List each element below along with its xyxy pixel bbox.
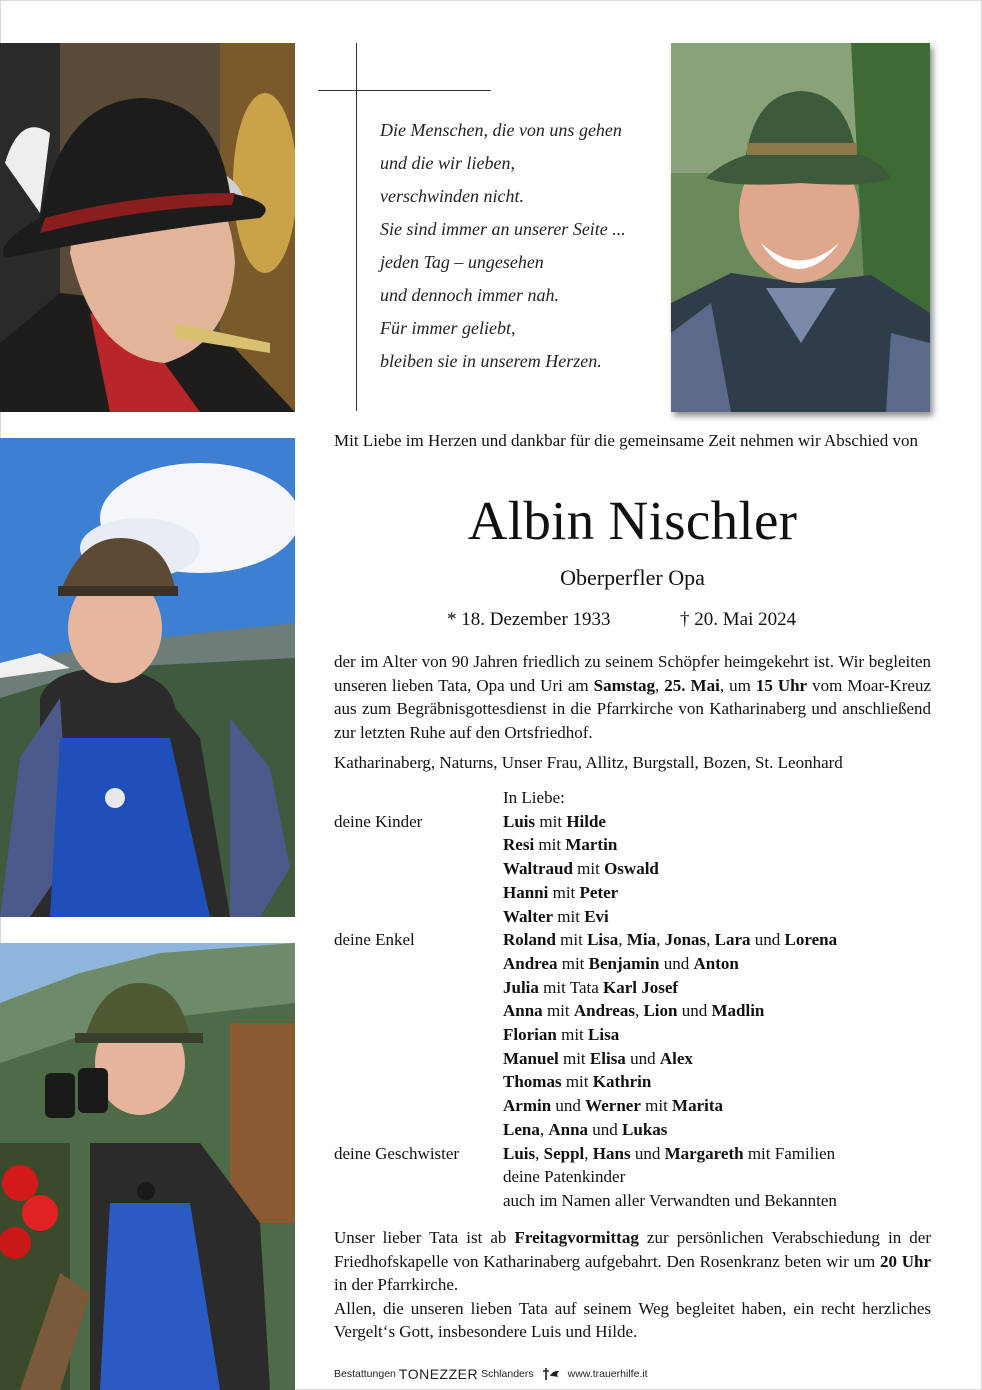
- text-run: mit: [572, 859, 605, 879]
- bold-text: Lion: [643, 1001, 678, 1021]
- cross-horizontal-bar: [318, 90, 491, 91]
- text-run: ,: [618, 930, 627, 950]
- family-members: [503, 1047, 931, 1071]
- text-run: Allen, die unseren lieben Tata auf seinem Weg begleitet haben, ein recht herzliches Vergelt‘s Gott, insbesondere Luis und Hilde.: [334, 1298, 931, 1342]
- deceased-name: Albin Nischler: [467, 490, 798, 551]
- text-run: mit: [548, 882, 580, 902]
- poem-line: Für immer geliebt,: [380, 318, 516, 338]
- bold-text: Roland: [503, 930, 556, 950]
- family-group-label: [334, 1118, 503, 1142]
- bold-text: Evi: [584, 906, 609, 926]
- bold-text: Andrea: [503, 953, 558, 973]
- poem-line: und die wir lieben,: [380, 153, 515, 173]
- text-run: , um: [719, 675, 756, 695]
- family-members: [503, 905, 931, 929]
- text-run: deine Patenkinder: [503, 1167, 626, 1187]
- photo-mountain-apron: [0, 438, 295, 917]
- text-run: mit Tata: [538, 977, 604, 997]
- bold-text: Hilde: [566, 811, 606, 831]
- bold-text: Elisa: [589, 1048, 626, 1068]
- footer: [334, 1365, 931, 1383]
- family-row: [334, 1142, 931, 1166]
- text-run: und: [588, 1119, 623, 1139]
- family-group-label: [334, 1165, 503, 1189]
- family-group-label: [334, 999, 503, 1023]
- family-members: [503, 1189, 931, 1213]
- bold-text: Andreas: [573, 1001, 635, 1021]
- family-group-label: [334, 1189, 503, 1213]
- poem-line: Die Menschen, die von uns gehen: [380, 120, 622, 140]
- bold-text: Florian: [503, 1025, 557, 1045]
- family-row: [334, 810, 931, 834]
- family-members: [503, 1165, 931, 1189]
- family-group-label: [334, 833, 503, 857]
- text-run: In Liebe:: [503, 788, 565, 807]
- photo-binoculars: [0, 943, 295, 1390]
- text-run: in der Pfarrkirche.: [334, 1275, 459, 1295]
- family-group-label: [334, 1047, 503, 1071]
- bold-text: Armin: [503, 1096, 552, 1116]
- text-run: ,: [706, 930, 715, 950]
- family-members: [503, 1023, 931, 1047]
- family-members: [503, 1118, 931, 1142]
- family-group-label: [334, 905, 503, 929]
- photo-musician-icon: [0, 43, 295, 412]
- text-run: mit: [557, 953, 589, 973]
- family-row: [334, 857, 931, 881]
- bold-text: Karl Josef: [603, 977, 679, 997]
- photo-musician: [0, 43, 295, 412]
- bold-text: Luis: [503, 1143, 536, 1163]
- family-row: [334, 1094, 931, 1118]
- text-run: auch im Namen aller Verwandten und Bekannten: [503, 1190, 837, 1210]
- bold-text: Hanni: [503, 882, 549, 902]
- bold-text: Madlin: [711, 1001, 765, 1021]
- family-group-label: deine Enkel: [334, 930, 415, 950]
- poem: [380, 114, 660, 378]
- bold-text: 15 Uhr: [755, 675, 808, 695]
- family-row: [334, 999, 931, 1023]
- cross-vertical-bar: [356, 43, 357, 411]
- family-group-label: [334, 976, 503, 1000]
- bold-text: 25. Mai: [664, 675, 720, 695]
- text-run: und: [659, 953, 694, 973]
- text-run: mit: [534, 835, 566, 855]
- text-run: mit: [555, 930, 588, 950]
- family-members: [503, 786, 931, 810]
- text-run: ,: [634, 1001, 644, 1021]
- text-run: mit: [535, 811, 567, 831]
- family-group-label: deine Kinder: [334, 811, 423, 831]
- poem-line: jeden Tag – ungesehen: [380, 252, 544, 272]
- family-members: [503, 881, 931, 905]
- deceased-subtitle: Oberperfler Opa: [560, 565, 705, 590]
- family-group-label: [334, 1023, 503, 1047]
- text-run: und: [625, 1048, 660, 1068]
- family-row: [334, 833, 931, 857]
- bold-text: Benjamin: [588, 953, 660, 973]
- bold-text: Lisa: [587, 930, 619, 950]
- family-row: [334, 1070, 931, 1094]
- text-run: Unser lieber Tata ist ab: [334, 1228, 515, 1247]
- family-members: [503, 833, 931, 857]
- family-row: [334, 952, 931, 976]
- bold-text: Lukas: [622, 1119, 668, 1139]
- family-row: [334, 1118, 931, 1142]
- text-run: mit: [556, 1025, 589, 1045]
- family-row: [334, 928, 931, 952]
- dove-cross-icon: [542, 1366, 562, 1382]
- footer-website: www.trauerhilfe.it: [567, 1368, 648, 1380]
- text-run: mit: [561, 1072, 593, 1092]
- footer-brand: TONEZZER: [398, 1366, 479, 1382]
- family-members: [503, 810, 931, 834]
- text-run: ,: [655, 675, 665, 695]
- death-date: † 20. Mai 2024: [680, 609, 797, 630]
- bold-text: Peter: [579, 882, 619, 902]
- bold-text: Margareth: [664, 1143, 744, 1163]
- family-members: [503, 976, 931, 1000]
- bold-text: Alex: [659, 1048, 693, 1068]
- text-run: der im Alter von 90 Jahren friedlich zu seinem Schöpfer heimgekehrt ist. Wir begleiten unseren lieben Tata, Opa und Uri am: [334, 652, 931, 695]
- bold-text: Lara: [714, 930, 751, 950]
- family-row: [334, 1023, 931, 1047]
- text-run: mit: [558, 1048, 590, 1068]
- family-members: [503, 1070, 931, 1094]
- family-row: [334, 976, 931, 1000]
- text-run: ,: [539, 1119, 549, 1139]
- bold-text: Luis: [503, 811, 536, 831]
- family-row: [334, 1165, 931, 1189]
- intro-text: Mit Liebe im Herzen und dankbar für die gemeinsame Zeit nehmen wir Abschied von: [334, 431, 918, 450]
- bold-text: Seppl: [543, 1143, 585, 1163]
- family-row: [334, 905, 931, 929]
- family-group-label: [334, 1094, 503, 1118]
- places-list: Katharinaberg, Naturns, Unser Frau, Allitz, Burgstall, Bozen, St. Leonhard: [334, 753, 843, 772]
- bold-text: Waltraud: [503, 859, 573, 879]
- text-run: zur persönlichen Verabschiedung in der Friedhofskapelle von Katharinaberg aufgebahrt. Den Rosenkranz beten wir um: [334, 1228, 931, 1271]
- family-group-label: [334, 1070, 503, 1094]
- text-run: vom Moar-Kreuz aus zum Begräbnisgottesdienst in die Pfarrkirche von Katharinaberg und anschließend zur letzten Ruhe auf den Ortsfriedhof.: [334, 675, 931, 742]
- footer-prefix: Bestattungen: [334, 1368, 396, 1380]
- poem-line: bleiben sie in unserem Herzen.: [380, 351, 602, 371]
- family-list: [334, 786, 931, 1213]
- bold-text: Jonas: [664, 930, 707, 950]
- text-run: mit: [553, 906, 585, 926]
- bold-text: Julia: [503, 977, 539, 997]
- bold-text: Werner: [585, 1096, 641, 1116]
- photo-portrait: [671, 43, 930, 412]
- family-row: [334, 786, 931, 810]
- bold-text: Marita: [672, 1096, 724, 1116]
- family-row: [334, 881, 931, 905]
- family-group-label: [334, 857, 503, 881]
- poem-line: und dennoch immer nah.: [380, 285, 559, 305]
- bold-text: Hans: [592, 1143, 631, 1163]
- funeral-notice: [334, 650, 931, 744]
- bold-text: Mia: [626, 930, 657, 950]
- text-run: mit Familien: [743, 1143, 836, 1163]
- bold-text: Lena: [503, 1119, 540, 1139]
- bold-text: Thomas: [503, 1072, 562, 1092]
- family-row: [334, 1047, 931, 1071]
- bold-text: Lorena: [784, 930, 838, 950]
- bold-text: Kathrin: [592, 1072, 652, 1092]
- text-run: und: [750, 930, 785, 950]
- footer-suffix: Schlanders: [481, 1368, 534, 1380]
- text-run: mit: [640, 1096, 673, 1116]
- family-row: [334, 1189, 931, 1213]
- family-members: [503, 928, 931, 952]
- photo-mountain-apron-icon: [0, 438, 295, 917]
- bold-text: Lisa: [588, 1025, 620, 1045]
- bold-text: Freitagvormittag: [514, 1228, 639, 1247]
- family-group-label: [334, 881, 503, 905]
- bold-text: 20 Uhr: [879, 1251, 931, 1271]
- family-members: [503, 1142, 931, 1166]
- family-group-label: [334, 952, 503, 976]
- family-members: [503, 857, 931, 881]
- text-run: und: [677, 1001, 712, 1021]
- text-run: und: [630, 1143, 665, 1163]
- bold-text: Manuel: [503, 1048, 559, 1068]
- closing-text: [334, 1226, 931, 1344]
- poem-line: Sie sind immer an unserer Seite ...: [380, 219, 626, 239]
- photo-binoculars-icon: [0, 943, 295, 1390]
- text-run: ,: [584, 1143, 593, 1163]
- text-run: ,: [656, 930, 665, 950]
- bold-text: Walter: [503, 906, 554, 926]
- family-members: [503, 1094, 931, 1118]
- family-members: [503, 999, 931, 1023]
- photo-portrait-icon: [671, 43, 930, 412]
- bold-text: Anna: [503, 1001, 543, 1021]
- text-run: und: [551, 1096, 586, 1116]
- text-run: mit: [542, 1001, 574, 1021]
- bold-text: Anton: [693, 953, 739, 973]
- text-run: ,: [535, 1143, 544, 1163]
- family-group-label: [334, 786, 503, 810]
- family-group-label: deine Geschwister: [334, 1143, 460, 1163]
- bold-text: Samstag: [593, 675, 656, 695]
- birth-date: * 18. Dezember 1933: [447, 609, 611, 630]
- bold-text: Martin: [565, 835, 618, 855]
- bold-text: Oswald: [604, 859, 659, 879]
- poem-line: verschwinden nicht.: [380, 186, 524, 206]
- family-members: [503, 952, 931, 976]
- bold-text: Resi: [503, 835, 535, 855]
- bold-text: Anna: [548, 1119, 589, 1139]
